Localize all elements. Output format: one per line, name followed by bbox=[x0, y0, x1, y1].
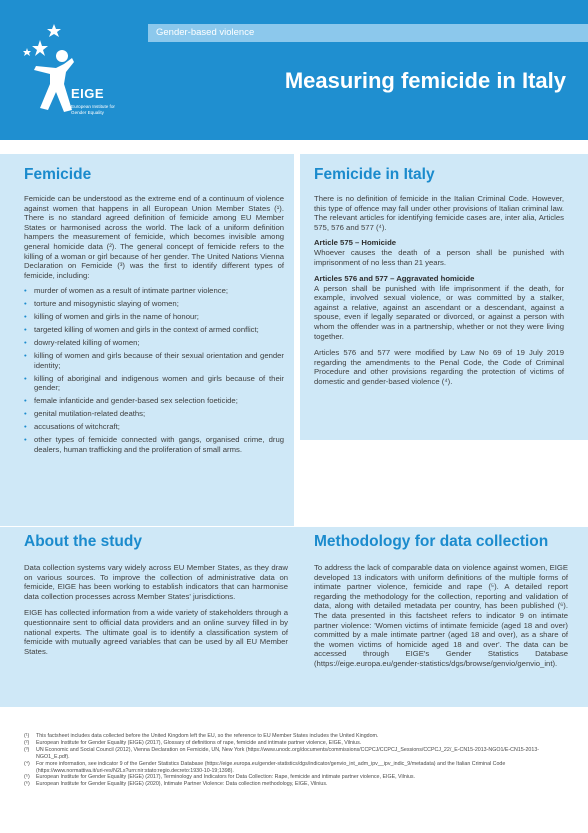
methodology-heading: Methodology for data collection bbox=[314, 533, 549, 550]
italy-card bbox=[300, 154, 588, 440]
footnote-text: European Institute for Gender Equality (EIGE) (2020), Intimate Partner Violence: Data collection methodology, EIGE, Vilnius. bbox=[36, 781, 328, 788]
italy-intro: There is no definition of femicide in the Italian Criminal Code. However, this type of offence may fall under other provisions of Italian criminal law. The relevant articles for identifying femicide cases are, inter alia, Articles 575, 576 and 577 (⁴). bbox=[314, 194, 564, 232]
italy-heading: Femicide in Italy bbox=[314, 166, 435, 183]
footnote-mark: (⁶) bbox=[24, 781, 30, 788]
footnote-item bbox=[24, 740, 572, 747]
footnote-text: UN Economic and Social Council (2012), Vienna Declaration on Femicide, UN, New York (https://www.unodc.org/documents/commissions/CCPCJ/CCPCJ_Sessions/CCPCJ_22/_E-CN15-2013-NGO1/E-CN15-2013-NGO1_E.pdf). bbox=[36, 746, 540, 760]
logo-subtitle: European Institute for Gender Equality bbox=[71, 104, 115, 115]
footnote-item bbox=[24, 774, 572, 781]
femicide-type-item: • accusations of witchcraft; bbox=[24, 422, 284, 431]
femicide-type-item: • dowry-related killing of women; bbox=[24, 338, 284, 347]
femicide-heading: Femicide bbox=[24, 166, 92, 183]
femicide-type-item: • killing of aboriginal and indigenous women and girls because of their gender; bbox=[24, 374, 284, 393]
article-576-title: Articles 576 and 577 – Aggravated homicide bbox=[314, 273, 475, 283]
footnote-item bbox=[24, 781, 572, 788]
page-header bbox=[0, 0, 588, 140]
footnote-text: For more information, see indicator 9 of the Gender Statistics Database (https://eige.europa.eu/gender-statistics/dgs/indicator/genvio_int_adm_ipv__ipv_indic_9/metadata) and the Italian Criminal Code (https://www.normattiva.it/uri-res/N2Ls?urn:nir:stato:regio.decreto:1930-10-19;1398). bbox=[36, 760, 506, 774]
footnote-item bbox=[24, 747, 572, 761]
about-study-heading: About the study bbox=[24, 533, 142, 550]
page-title: Measuring femicide in Italy bbox=[284, 68, 566, 93]
footnote-item bbox=[24, 761, 572, 775]
footnote-mark: (¹) bbox=[24, 733, 30, 739]
femicide-type-item: • other types of femicide connected with gangs, organised crime, drug dealers, human trafficking and the proliferation of small arms. bbox=[24, 435, 284, 454]
femicide-type-item: • murder of women as a result of intimate partner violence; bbox=[24, 286, 284, 295]
femicide-type-item: • killing of women and girls because of their sexual orientation and gender identity; bbox=[24, 351, 284, 370]
eige-logo bbox=[18, 18, 138, 130]
footnote-mark: (²) bbox=[24, 739, 30, 746]
methodology-section bbox=[314, 533, 568, 669]
category-tag: Gender-based violence bbox=[156, 27, 255, 38]
methodology-p1: To address the lack of comparable data on violence against women, EIGE developed 13 indicators with uniform definitions of the multiple forms of intimate partner violence, femicide and rape (⁵). A detailed report regarding the methodology for the collection, reporting and validation of data, along with detailed metadata per country, has been published (⁶). The data presented in this factsheet refers to indicator 9 on intimate partner violence: 'Women victims of intimate femicide (aged 18 and over) committed by a male intimate partner (aged 18 and over), as a share of the women victims of homicide aged 18 and over'. The data can be accessed through EIGE's Gender Statistics Database (https://eige.europa.eu/gender-statistics/dgs/browse/genvio/genvio_int). bbox=[314, 563, 568, 668]
about-study-p2: EIGE has collected information from a wide variety of stakeholders through a questionnaire sent to official data providers and an online survey filled in by national experts. The ultimate goal is to identify a classification system of femicide with mutually agreed variables that can be used by all EU Member States. bbox=[24, 608, 288, 656]
about-study-section bbox=[24, 533, 288, 656]
femicide-type-item: • targeted killing of women and girls in the context of armed conflict; bbox=[24, 325, 284, 334]
femicide-type-item: • female infanticide and gender-based sex selection foeticide; bbox=[24, 396, 284, 405]
femicide-intro: Femicide can be understood as the extreme end of a continuum of violence against women that happens in all European Union Member States (¹). There is no standard agreed definition of femicide among EU Member States or harmonised across the world. The lack of a uniform definition hampers the measurement of femicide, which becomes invisible among general homicide data (²). The general concept of femicide refers to the killing of a woman or girl because of her gender. The United Nations Vienna Declaration on Femicide (³) was the first to identify different types of femicide, including: bbox=[24, 194, 284, 280]
femicide-type-item: • torture and misogynistic slaying of women; bbox=[24, 299, 284, 308]
about-study-p1: Data collection systems vary widely across EU Member States, as they draw on various sources. To improve the collection of administrative data on femicide, EIGE has been working to establish indicators that can harmonise data collection processes across Member States' jurisdictions. bbox=[24, 563, 288, 601]
femicide-types-list bbox=[24, 286, 284, 454]
footnotes bbox=[24, 733, 572, 788]
footnote-mark: (⁵) bbox=[24, 774, 30, 781]
logo-wordmark: EIGE bbox=[71, 86, 105, 101]
footnote-text: European Institute for Gender Equality (EIGE) (2017), Terminology and Indicators for Data Collection: Rape, femicide and intimate partner violence, EIGE, Vilnius. bbox=[36, 774, 416, 781]
article-575-title: Article 575 – Homicide bbox=[314, 238, 397, 248]
footnote-text: This factsheet includes data collected before the United Kingdom left the EU, so the reference to EU Member States includes the United Kingdom. bbox=[36, 733, 379, 739]
amendment-text: Articles 576 and 577 were modified by Law No 69 of 19 July 2019 regarding the amendments to the Penal Code, the Code of Criminal Procedure and other provisions regarding the protection of victims of domestic and gender-based violence (⁴). bbox=[314, 348, 564, 386]
article-576-text: A person shall be punished with life imprisonment if the death, for example, involved sexual violence, or was committed by a stalker, against a relative, against an ascendant or a descendant, against a spouse, even if legally separated or divorced, or against a person with whom the offender was in a partnership, whether or not they were living together. bbox=[314, 283, 564, 341]
femicide-type-item: • genital mutilation-related deaths; bbox=[24, 409, 284, 418]
footnote-mark: (³) bbox=[24, 746, 30, 753]
category-tag-bar bbox=[148, 24, 588, 42]
footnote-mark: (⁴) bbox=[24, 760, 30, 767]
femicide-card bbox=[0, 154, 294, 526]
femicide-type-item: • killing of women and girls in the name of honour; bbox=[24, 312, 284, 321]
footnote-text: European Institute for Gender Equality (EIGE) (2017), Glossary of definitions of rape, femicide and intimate partner violence, EIGE, Vilnius. bbox=[36, 739, 362, 746]
article-575-text: Whoever causes the death of a person shall be punished with imprisonment of no less than 21 years. bbox=[314, 248, 564, 267]
footnote-item bbox=[24, 733, 572, 740]
